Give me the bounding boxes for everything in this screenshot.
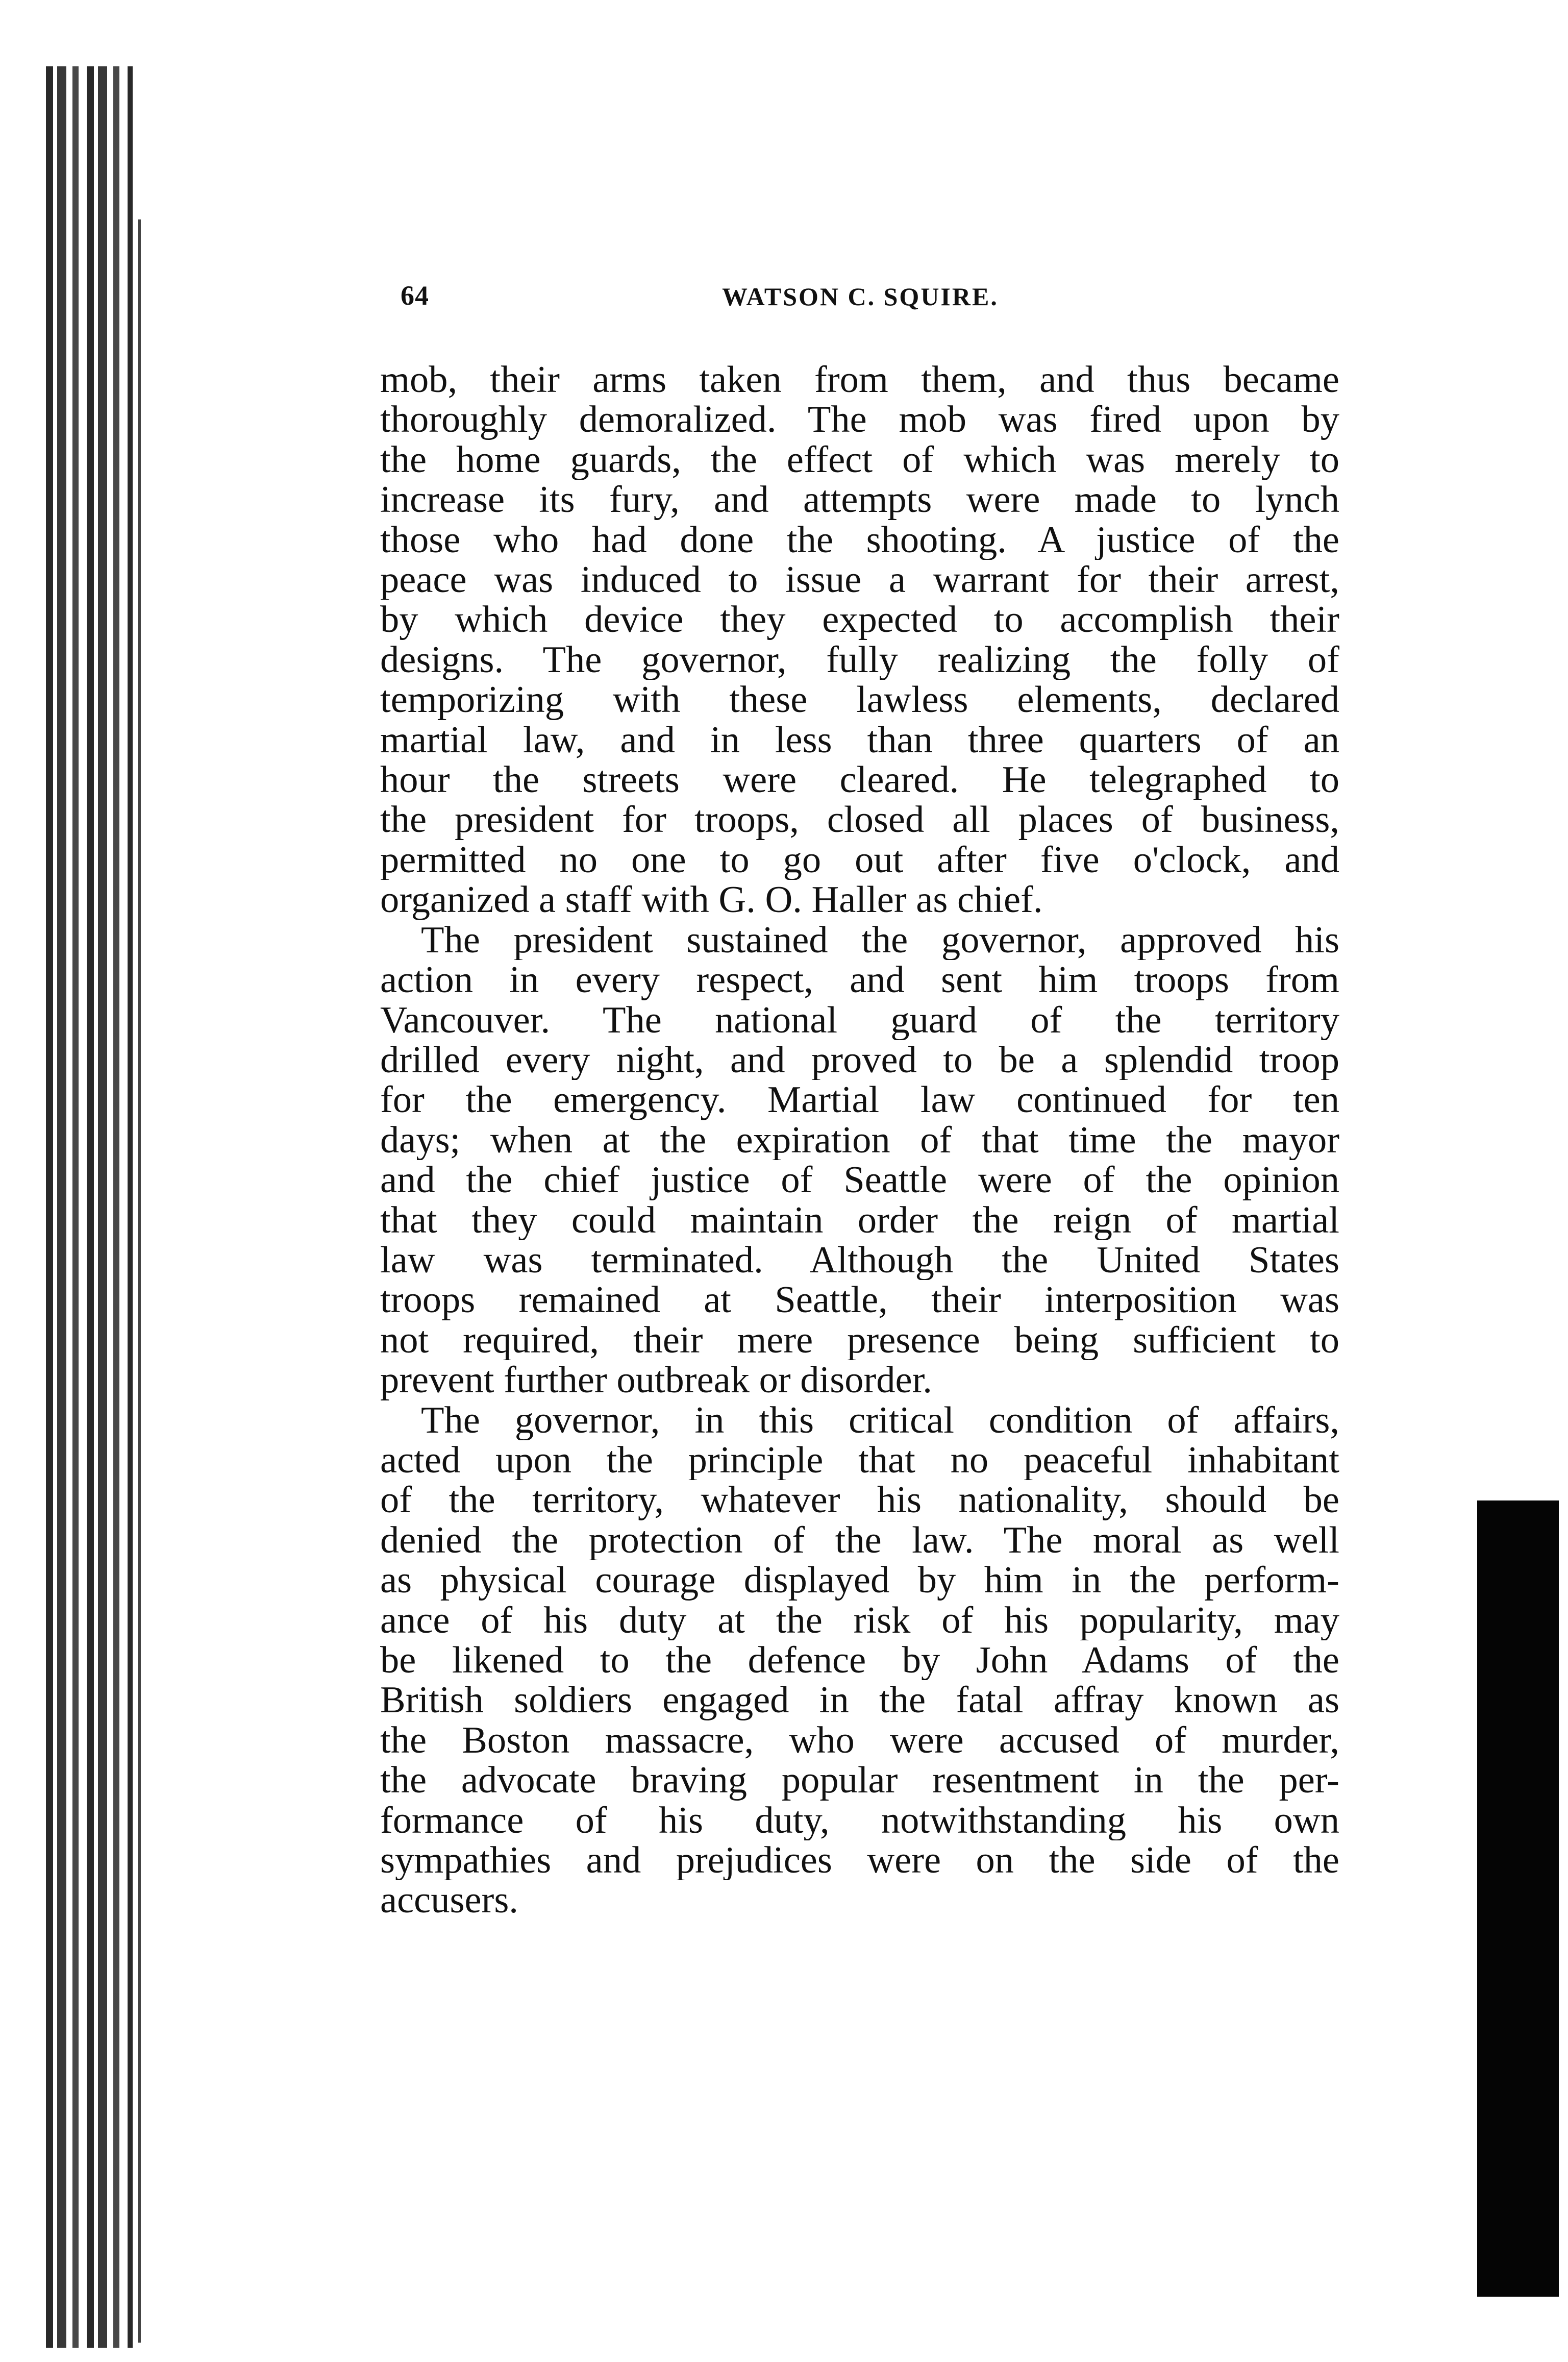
text-line: of the territory, whatever his nationality, should be bbox=[380, 1480, 1339, 1520]
text-line: days; when at the expiration of that time the mayor bbox=[380, 1120, 1339, 1161]
scan-binding-edge bbox=[46, 66, 133, 2348]
text-line: thoroughly demoralized. The mob was fired upon by bbox=[380, 400, 1339, 440]
scan-black-margin-bar bbox=[1477, 1500, 1559, 2297]
text-line: designs. The governor, fully realizing the folly of bbox=[380, 639, 1339, 680]
text-line: temporizing with these lawless elements, declared bbox=[380, 680, 1339, 720]
paragraph bbox=[380, 1400, 1339, 1921]
text-line: the Boston massacre, who were accused of murder, bbox=[380, 1720, 1339, 1761]
text-line: martial law, and in less than three quarters of an bbox=[380, 720, 1339, 760]
text-line: hour the streets were cleared. He telegraphed to bbox=[380, 760, 1339, 800]
paragraph bbox=[380, 920, 1339, 1400]
text-line: drilled every night, and proved to be a splendid troop bbox=[380, 1040, 1339, 1080]
text-line: troops remained at Seattle, their interposition was bbox=[380, 1280, 1339, 1320]
text-line: the advocate braving popular resentment in the per- bbox=[380, 1760, 1339, 1801]
text-line: denied the protection of the law. The moral as well bbox=[380, 1520, 1339, 1561]
text-line: The governor, in this critical condition of affairs, bbox=[421, 1400, 1339, 1440]
text-line: the president for troops, closed all places of business, bbox=[380, 800, 1339, 840]
scan-gutter-line bbox=[138, 219, 141, 2343]
text-line: for the emergency. Martial law continued for ten bbox=[380, 1080, 1339, 1120]
text-line: that they could maintain order the reign of martial bbox=[380, 1200, 1339, 1240]
text-line: peace was induced to issue a warrant for their arrest, bbox=[380, 560, 1339, 600]
text-line: sympathies and prejudices were on the side of the bbox=[380, 1840, 1339, 1881]
text-line: acted upon the principle that no peaceful inhabitant bbox=[380, 1440, 1339, 1481]
paragraph bbox=[380, 360, 1339, 920]
text-line: those who had done the shooting. A justice of the bbox=[380, 520, 1339, 560]
text-line: organized a staff with G. O. Haller as chief. bbox=[380, 880, 1043, 920]
body-text bbox=[380, 360, 1339, 1921]
text-line: action in every respect, and sent him troops from bbox=[380, 960, 1339, 1000]
text-line: law was terminated. Although the United States bbox=[380, 1240, 1339, 1281]
page-header bbox=[401, 280, 1370, 321]
text-line: increase its fury, and attempts were made to lynch bbox=[380, 480, 1339, 520]
text-line: The president sustained the governor, approved his bbox=[421, 920, 1339, 961]
text-line: mob, their arms taken from them, and thus became bbox=[380, 360, 1339, 400]
text-line: accusers. bbox=[380, 1880, 518, 1921]
text-line: the home guards, the effect of which was merely to bbox=[380, 439, 1339, 480]
running-title: WATSON C. SQUIRE. bbox=[722, 282, 999, 311]
page-number: 64 bbox=[401, 280, 429, 311]
text-line: prevent further outbreak or disorder. bbox=[380, 1360, 932, 1400]
text-line: Vancouver. The national guard of the territory bbox=[380, 1000, 1339, 1040]
text-line: and the chief justice of Seattle were of the opinion bbox=[380, 1160, 1339, 1200]
text-line: British soldiers engaged in the fatal affray known as bbox=[380, 1680, 1339, 1720]
text-line: not required, their mere presence being sufficient to bbox=[380, 1320, 1339, 1361]
text-line: permitted no one to go out after five o'clock, and bbox=[380, 840, 1339, 880]
text-line: as physical courage displayed by him in the perform- bbox=[380, 1560, 1339, 1601]
text-line: formance of his duty, notwithstanding his own bbox=[380, 1800, 1339, 1841]
text-line: by which device they expected to accomplish their bbox=[380, 600, 1339, 640]
text-line: be likened to the defence by John Adams of the bbox=[380, 1640, 1339, 1681]
text-line: ance of his duty at the risk of his popularity, may bbox=[380, 1600, 1339, 1640]
